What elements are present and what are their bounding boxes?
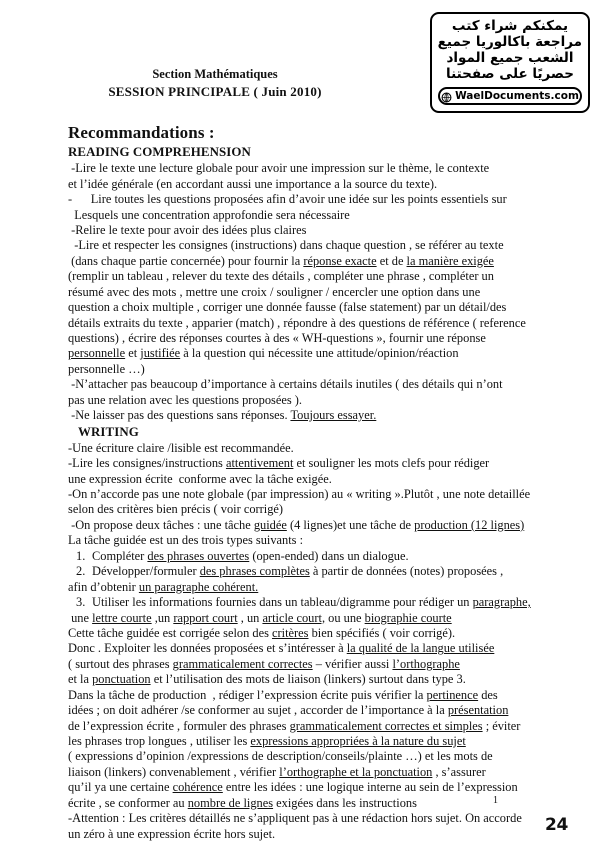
paragraph-line: ( expressions d’opinion /expressions de description/conseils/plainte …) et les mots de (68, 749, 493, 764)
text-run: idées ; on doit adhérer /se conformer au sujet , accorder de l’importance à la (68, 703, 448, 718)
text-run: Compléter (92, 548, 148, 563)
paragraph-line: selon des critères bien précis ( voir corrigé) (68, 502, 284, 517)
underlined-run: la manière exigée (406, 253, 494, 268)
text-run: qu’il ya une certaine (68, 780, 173, 795)
underlined-run: ponctuation (92, 672, 151, 687)
paragraph-line: - Lire toutes les questions proposées afin d’avoir une idée sur les points essentiels sur (68, 192, 507, 207)
paragraph-line (68, 780, 548, 795)
text-run: -On propose deux tâches : une tâche (68, 517, 254, 532)
text-run: des (478, 687, 498, 702)
paragraph-line (68, 408, 548, 423)
underlined-run: Toujours essayer. (290, 408, 377, 423)
paragraph-line (68, 254, 548, 269)
paragraph-line (68, 688, 548, 703)
page-marker: 1 (493, 795, 498, 806)
text-run: à partir de données (notes) proposées , (309, 564, 504, 579)
paragraph-line: détails extraits du texte , apparier (match) , répondre à des questions de référence ( reference (68, 315, 526, 330)
paragraph-line (68, 703, 548, 718)
text-run: et l’utilisation des mots de liaison (linkers) surtout dans type 3. (150, 672, 466, 687)
paragraph-line: La tâche guidée est un des trois types suivants : (68, 533, 304, 548)
text-run: , un (237, 610, 263, 625)
underlined-run: article court, (262, 610, 326, 625)
text-run: de l’expression écrite , formuler des phrases (68, 718, 290, 733)
underlined-run: attentivement (225, 456, 294, 471)
promo-line-4: حصريًا على صفحتنا (446, 65, 574, 82)
paragraph-line: un zéro à une expression écrite hors sujet. (68, 826, 276, 841)
section-heading-reading: READING COMPREHENSION (68, 145, 251, 160)
text-run: entre les idées : une logique interne au sein de l’expression (222, 780, 518, 795)
text-run: Utiliser les informations fournies dans un tableau/digramme pour rédiger un (92, 595, 473, 610)
section-heading-writing: WRITING (78, 424, 139, 439)
paragraph-line (68, 657, 548, 672)
header-section-line: Section Mathématiques (152, 67, 278, 81)
text-run: Dans la tâche de production , rédiger l’expression écrite puis vérifier la (68, 687, 427, 702)
text-run: (open-ended) dans un dialogue. (249, 548, 409, 563)
paragraph-line (68, 626, 548, 641)
list-item-continuation (68, 611, 548, 626)
page-number: 24 (545, 815, 569, 835)
text-run: une (68, 610, 93, 625)
text-run: -Ne laisser pas des questions sans réponses. (68, 408, 291, 423)
paragraph-line: une expression écrite conforme avec la tâche exigée. (68, 471, 332, 486)
paragraph-line: (remplir un tableau , relever du texte des détails , compléter une phrase , compléter un (68, 269, 494, 284)
underlined-run: grammaticalement correctes (172, 656, 313, 671)
list-item-number: 2. (76, 564, 86, 579)
text-run: liaison (linkers) convenablement , vérifier (68, 764, 280, 779)
underlined-run: biographie courte (364, 610, 452, 625)
underlined-run: justifiée (140, 346, 181, 361)
list-item-number: 3. (76, 595, 86, 610)
underlined-run: des phrases complètes (199, 564, 310, 579)
paragraph-line: personnelle …) (68, 361, 145, 376)
document-body (68, 122, 548, 842)
paragraph-line (68, 346, 548, 361)
paragraph-line: -Une écriture claire /lisible est recommandée. (68, 440, 294, 455)
task-type-list (68, 549, 548, 580)
underlined-run: pertinence (426, 687, 479, 702)
promo-line-3: الشعب جميع المواد (446, 49, 574, 66)
text-run: écrite , se conformer au (68, 795, 188, 810)
text-run: ( surtout des phrases (68, 656, 173, 671)
website-badge-label: WaelDocuments.com (455, 89, 579, 102)
text-run: et de (376, 253, 407, 268)
text-run: et la (68, 672, 93, 687)
text-run: les phrases trop longues , utiliser les (68, 734, 251, 749)
text-run: ,un (151, 610, 174, 625)
promo-line-1: يمكنكم شراء كتب (451, 18, 569, 34)
underlined-run: expressions appropriées à la nature du sujet (250, 734, 466, 749)
list-item-number: 1. (76, 548, 86, 563)
paragraph-line (68, 672, 548, 687)
list-item (68, 564, 548, 579)
paragraph-line (68, 796, 548, 811)
underlined-run: personnelle (68, 346, 126, 361)
underlined-run: paragraphe, (472, 595, 531, 610)
underlined-run: un paragraphe cohérent. (138, 579, 259, 594)
globe-icon (441, 90, 452, 101)
list-item-text (92, 549, 548, 564)
paragraph-line: -Attention : Les critères détaillés ne s’appliquent pas à une rédaction hors sujet. On accorde (68, 811, 522, 826)
text-run: – vérifier aussi (312, 656, 393, 671)
document-header (0, 66, 430, 100)
underlined-run: rapport court (173, 610, 238, 625)
text-run: ou une (325, 610, 365, 625)
paragraph-line: question a choix multiple , corriger une donnée fausse (false statement) par un détail/des (68, 300, 507, 315)
paragraph-line (68, 719, 548, 734)
underlined-run: critères (272, 625, 309, 640)
promo-line-2: مراجعة باكالوريا جميع (437, 33, 582, 50)
underlined-run: la qualité de la langue utilisée (346, 641, 495, 656)
underlined-run: cohérence (172, 780, 223, 795)
list-item-text (92, 595, 548, 610)
paragraph-line: -Lire le texte une lecture globale pour avoir une impression sur le thème, le contexte (68, 161, 490, 176)
paragraph-line (68, 765, 548, 780)
text-run: , s’assurer (432, 764, 486, 779)
text-run: bien spécifiés ( voir corrigé). (308, 625, 456, 640)
list-item-continuation (68, 580, 548, 595)
underlined-run: lettre courte (92, 610, 152, 625)
underlined-run: l’orthographe (392, 656, 460, 671)
text-run: ; éviter (482, 718, 521, 733)
list-item (68, 595, 548, 610)
text-run: exigées dans les instructions (273, 795, 417, 810)
underlined-run: production (12 lignes) (414, 517, 525, 532)
text-run: et souligner les mots clefs pour rédiger (293, 456, 490, 471)
text-run: Développer/formuler (92, 564, 200, 579)
paragraph-line: -Relire le texte pour avoir des idées plus claires (68, 222, 307, 237)
text-run: à la question qui nécessite une attitude/opinion/réaction (180, 346, 459, 361)
text-run: (dans chaque partie concernée) pour fournir la (68, 253, 304, 268)
text-run: Cette tâche guidée est corrigée selon des (68, 625, 273, 640)
paragraph-line (68, 734, 548, 749)
paragraph-line: résumé avec des mots , mettre une croix / souligner / encercler une option dans une (68, 284, 481, 299)
paragraph-line: questions) , écrire des réponses courtes à des « WH-questions », fournir une réponse (68, 331, 486, 346)
list-item (68, 549, 548, 564)
page-title: Recommandations : (68, 123, 215, 142)
paragraph-line: -On n’accorde pas une note globale (par impression) au « writing ».Plutôt , une note detaillée (68, 487, 531, 502)
underlined-run: nombre de lignes (187, 795, 274, 810)
paragraph-line: -N’attacher pas beaucoup d’importance à certains détails inutiles ( des détails qui n’ont (68, 377, 503, 392)
text-run: et (125, 346, 141, 361)
text-run: afin d’obtenir (68, 579, 139, 594)
underlined-run: réponse exacte (303, 253, 377, 268)
website-badge[interactable] (438, 87, 582, 105)
paragraph-line: -Lire et respecter les consignes (instructions) dans chaque question , se référer au texte (68, 238, 504, 253)
promo-watermark-box (430, 12, 590, 113)
list-item-text (92, 564, 548, 579)
text-run: -Lire les consignes/instructions (68, 456, 226, 471)
header-session-line: SESSION PRINCIPALE ( Juin 2010) (108, 83, 322, 99)
paragraph-line (68, 641, 548, 656)
text-run: Donc . Exploiter les données proposées et s’intéresser à (68, 641, 347, 656)
task-type-list-continued (68, 595, 548, 610)
underlined-run: l’orthographe et la ponctuation (279, 764, 433, 779)
paragraph-line (68, 456, 548, 471)
paragraph-line: pas une relation avec les questions proposées ). (68, 392, 302, 407)
underlined-run: présentation (447, 703, 509, 718)
text-run: (4 lignes)et une tâche de (286, 517, 415, 532)
underlined-run: des phrases ouvertes (147, 548, 250, 563)
paragraph-line: Lesquels une concentration approfondie sera nécessaire (68, 207, 350, 222)
paragraph-line: et l’idée générale (en accordant aussi une importance a la source du texte). (68, 176, 438, 191)
underlined-run: grammaticalement correctes et simples (289, 718, 483, 733)
underlined-run: guidée (253, 517, 287, 532)
paragraph-line (68, 518, 548, 533)
